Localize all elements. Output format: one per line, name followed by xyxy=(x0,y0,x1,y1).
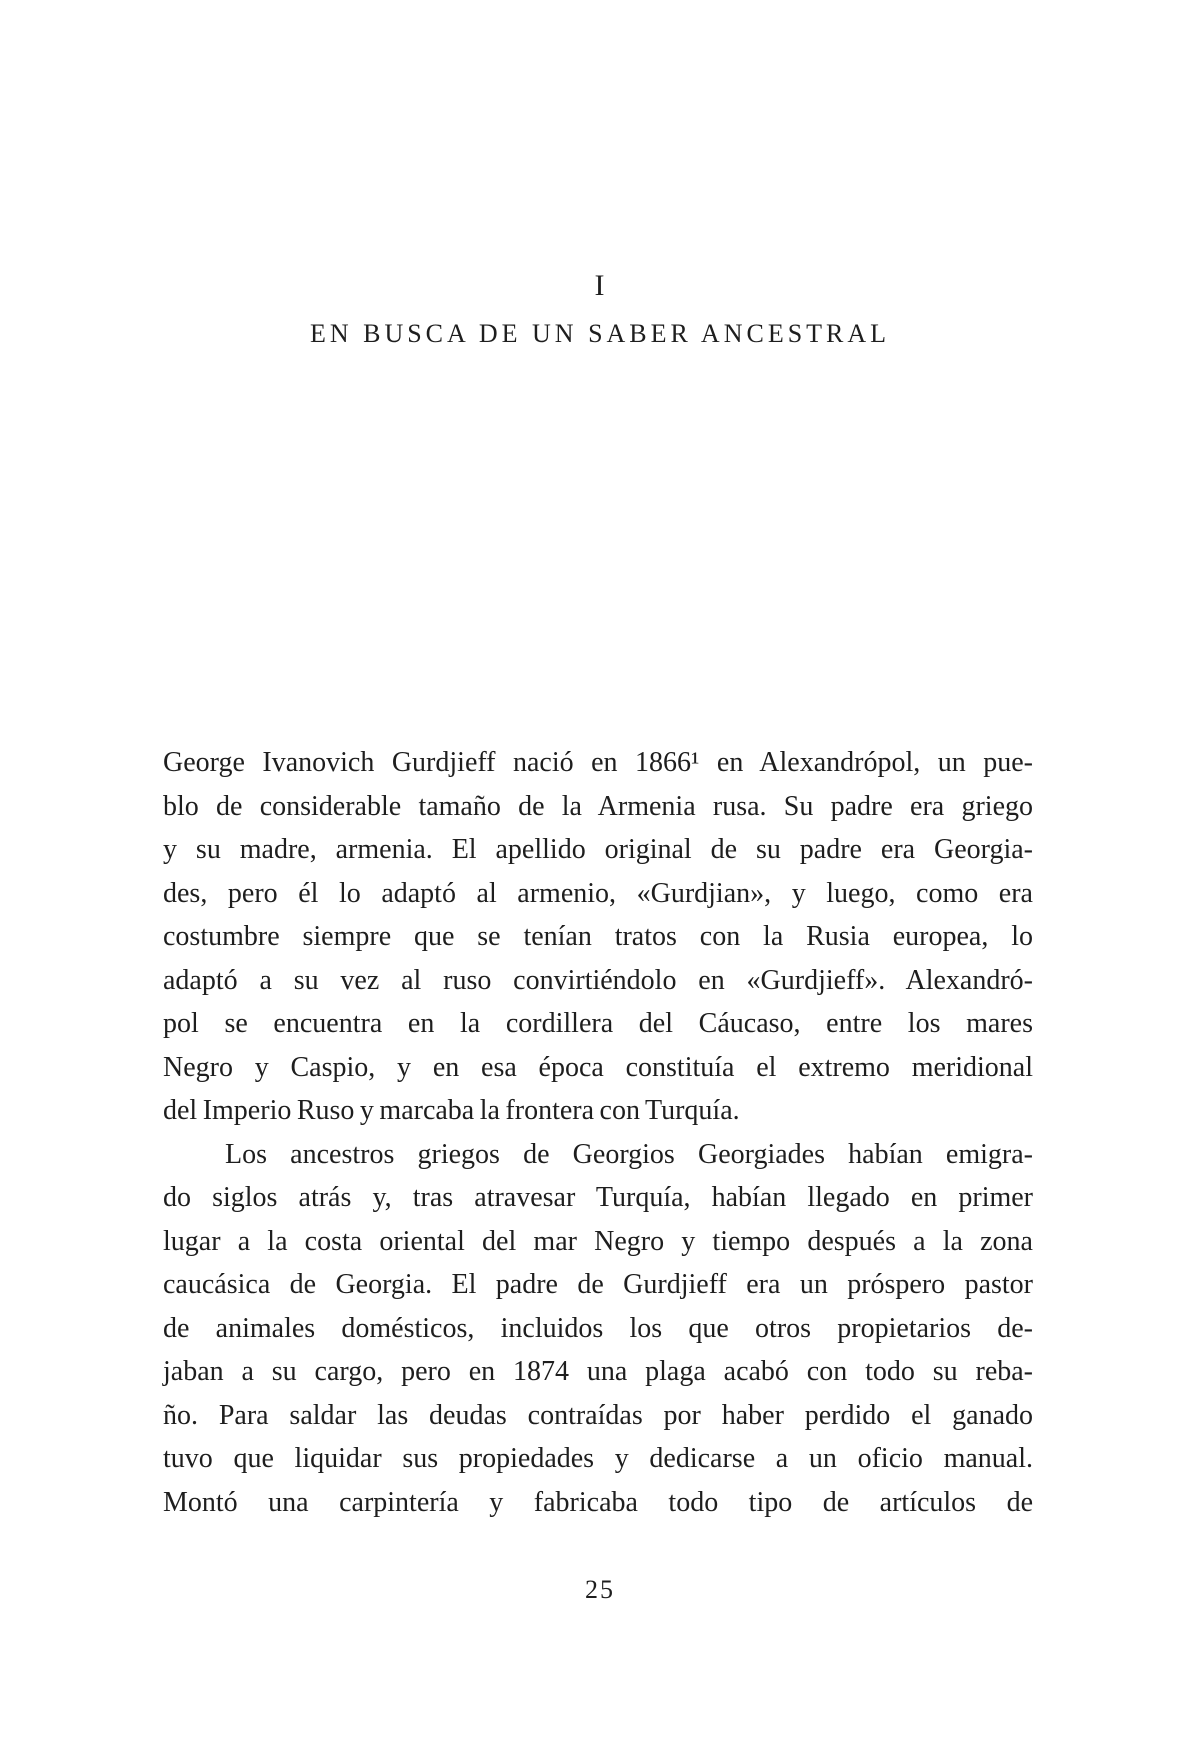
text-line: tuvo que liquidar sus propiedades y dedicarse a un oficio manual. xyxy=(163,1443,1033,1474)
paragraph xyxy=(163,741,1033,1133)
chapter-number: I xyxy=(594,269,606,302)
text-line: lugar a la costa oriental del mar Negro y tiempo después a la zona xyxy=(163,1225,1033,1257)
text-line: jaban a su cargo, pero en 1874 una plaga acabó con todo su reba- xyxy=(163,1356,1033,1387)
text-line: costumbre siempre que se tenían tratos con la Rusia europea, lo xyxy=(163,921,1033,952)
page-number: 25 xyxy=(585,1575,615,1604)
text-line: Los ancestros griegos de Georgios Georgiades habían emigra- xyxy=(225,1138,1033,1170)
text-line: ño. Para saldar las deudas contraídas por haber perdido el ganado xyxy=(163,1399,1033,1431)
text-line: adaptó a su vez al ruso convirtiéndolo en «Gurdjieff». Alexandró- xyxy=(163,964,1033,996)
chapter-title: EN BUSCA DE UN SABER ANCESTRAL xyxy=(309,319,891,348)
text-line: George Ivanovich Gurdjieff nació en 1866¹ en Alexandrópol, un pue- xyxy=(163,747,1033,778)
text-line: y su madre, armenia. El apellido original de su padre era Georgia- xyxy=(163,834,1033,865)
text-line: Montó una carpintería y fabricaba todo tipo de artículos de xyxy=(163,1486,1033,1518)
text-line: de animales domésticos, incluidos los que otros propietarios de- xyxy=(163,1312,1033,1344)
text-line: caucásica de Georgia. El padre de Gurdjieff era un próspero pastor xyxy=(163,1269,1033,1300)
text-line: des, pero él lo adaptó al armenio, «Gurdjian», y luego, como era xyxy=(163,877,1033,909)
text-line: pol se encuentra en la cordillera del Cáucaso, entre los mares xyxy=(163,1008,1033,1039)
text-line: Negro y Caspio, y en esa época constituía el extremo meridional xyxy=(163,1051,1033,1083)
body-text xyxy=(163,741,1033,1524)
text-line: do siglos atrás y, tras atravesar Turquía, habían llegado en primer xyxy=(163,1182,1033,1213)
paragraph xyxy=(163,1133,1033,1525)
text-line: blo de considerable tamaño de la Armenia rusa. Su padre era griego xyxy=(163,790,1033,822)
text-line: del Imperio Ruso y marcaba la frontera con Turquía. xyxy=(163,1095,740,1126)
